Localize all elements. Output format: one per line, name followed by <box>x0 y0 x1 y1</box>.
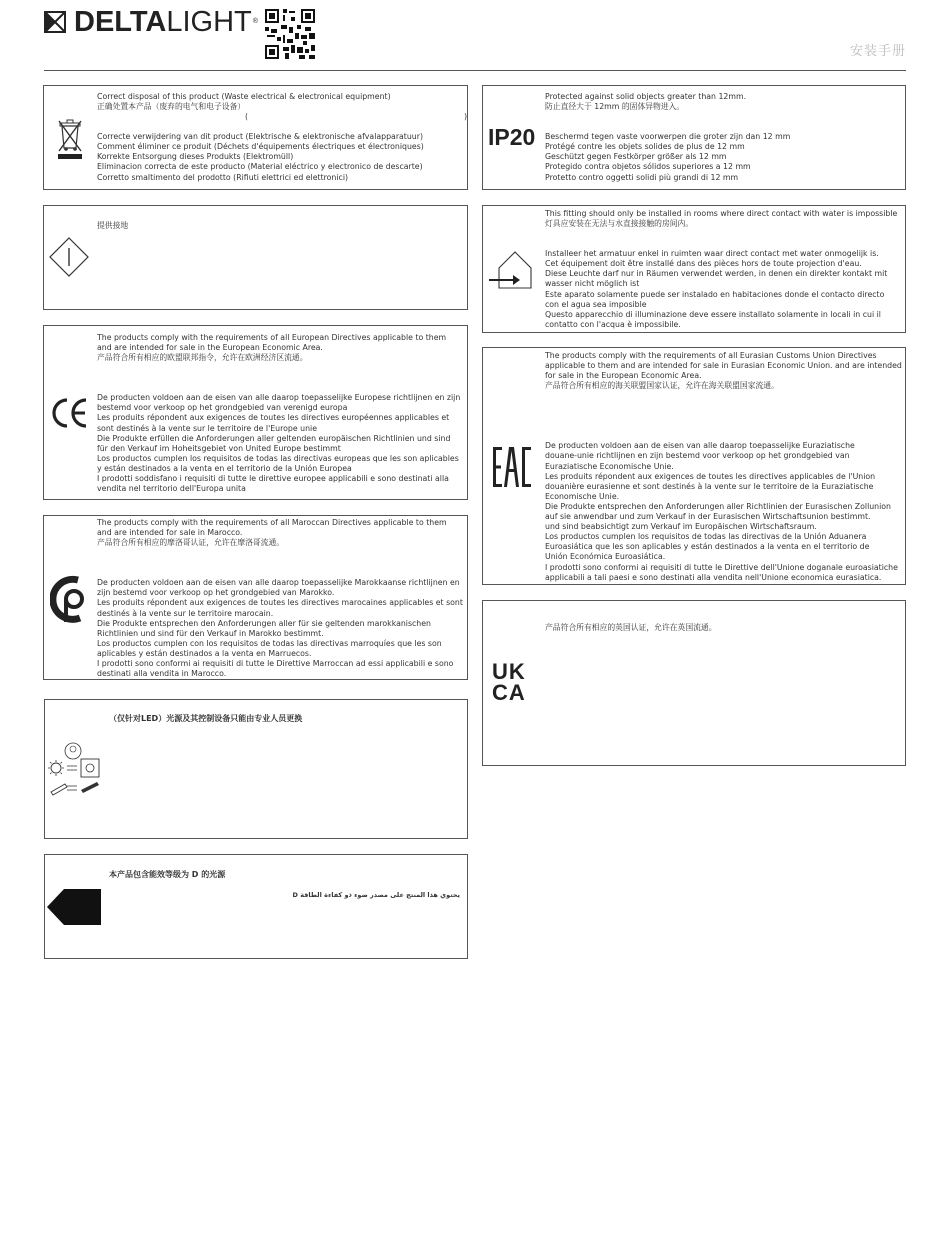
indoor-line: Diese Leuchte darf nur in Räumen verwendet werden, in denen ein direkter kontakt mit <box>545 269 888 279</box>
weee-line: Corretto smaltimento del prodotto (Rifiuti elettrici ed elettronici) <box>97 172 349 182</box>
morocco-line: destinati alla vendita in Marocco. <box>97 669 227 679</box>
morocco-section <box>43 515 468 680</box>
ce-line: für den Verkauf im Hoheitsgebiet von United Europe bestimmt <box>97 443 341 453</box>
indoor-line: This fitting should only be installed in rooms where direct contact with water is impossible <box>545 209 898 218</box>
indoor-line: Este aparato solamente puede ser instalado en habitaciones donde el contacto directo <box>545 289 885 299</box>
morocco-line: and are intended for sale in Marocco. <box>97 528 243 538</box>
weee-line: Comment éliminer ce produit (Déchets d'équipements électriques et électroniques) <box>97 142 424 152</box>
morocco-line: 产品符合所有相应的摩洛哥认证，允许在摩洛哥流通。 <box>97 538 285 548</box>
morocco-line: aplicables y están destinados a la venta en Marruecos. <box>97 648 312 658</box>
indoor-line: wasser nicht möglich ist <box>545 279 640 289</box>
ce-line: and are intended for sale in the European Economic Area. <box>97 343 323 353</box>
eac-section <box>482 347 906 585</box>
led-line: （仅针对LED）光源及其控制设备只能由专业人员更换 <box>109 714 303 723</box>
ip20-section <box>482 85 906 190</box>
eac-mark-icon <box>492 447 532 487</box>
ip20-line: Beschermd tegen vaste voorwerpen die groter zijn dan 12 mm <box>545 132 791 142</box>
ip20-line: Protegido contra objetos sólidos superiores a 12 mm <box>545 162 751 172</box>
energy-line-arabic: يحتوي هذا المنتج على مصدر ضوء ذو كفاءة الطاقة D <box>292 891 460 899</box>
weee-line: Correcte verwijdering van dit product (Elektrische & elektronische afvalapparatuur) <box>97 132 423 142</box>
weee-line: Korrekte Entsorgung dieses Produkts (Elektromüll) <box>97 152 294 162</box>
eac-line: 产品符合所有相应的海关联盟国家认证，允许在海关联盟国家流通。 <box>545 381 779 391</box>
crossed-bin-icon <box>56 118 84 160</box>
ce-line: 产品符合所有相应的欧盟联邦指令，允许在欧洲经济区流通。 <box>97 353 308 363</box>
eac-line: De producten voldoen aan de eisen van alle daarop toepasselijke Euraziatische <box>545 441 855 451</box>
eac-line: I prodotti sono conformi ai requisiti di tutte le Direttive dell'Unione doganale euroasiatiche <box>545 562 898 572</box>
ce-line: The products comply with the requirements of all European Directives applicable to them <box>97 333 447 342</box>
ce-section <box>43 325 468 500</box>
ip20-line: 防止直径大于 12mm 的固体异物进入。 <box>545 102 685 112</box>
class-one-earth-icon <box>48 236 90 278</box>
ip20-line: Protected against solid objects greater than 12mm. <box>545 92 747 101</box>
eac-line: auf sie anwendbar und zum Verkauf in der Eurasischen Wirtschaftsunion bestimmt. <box>545 512 871 522</box>
weee-line: 正确处置本产品（废弃的电气和电子设备） <box>97 102 246 112</box>
morocco-line: zijn bestemd voor verkoop op het grondgebied van Marokko. <box>97 588 335 598</box>
earth-line: 提供接地 <box>97 221 129 230</box>
eac-line: Les produits répondent aux exigences de toutes les directives applicables de l'Union <box>545 471 876 481</box>
indoor-house-icon <box>487 248 535 292</box>
morocco-line: De producten voldoen aan de eisen van alle daarop toepasselijke Marokkaanse richtlijnen en <box>97 578 460 588</box>
ce-line: y están destinados a la venta en el territorio de la Unión Europea <box>97 463 352 473</box>
morocco-line: The products comply with the requirements of all Maroccan Directives applicable to them <box>97 518 447 527</box>
eac-line: The products comply with the requirements of all Eurasian Customs Union Directives <box>545 351 877 360</box>
indoor-line: contatto con l'acqua è impossibile. <box>545 319 681 329</box>
eac-line: und sind beabsichtigt zum Verkauf im Europäischen Wirtschaftsraum. <box>545 522 817 532</box>
cmim-mark-icon <box>50 574 90 626</box>
eac-line: Euraziatische Economische Unie. <box>545 461 674 471</box>
energy-line: 本产品包含能效等级为 D 的光源 <box>109 870 226 879</box>
energy-class-arrow-icon <box>47 889 101 925</box>
eac-line: Los productos cumplen los requisitos de todas las directivas de la Unión Aduanera <box>545 532 867 542</box>
morocco-line: Les produits répondent aux exigences de toutes les directives marocaines applicables et sont <box>97 598 463 608</box>
eac-line: Die Produkte entsprechen den Anforderungen aller Richtlinien der Eurasischen Zollunion <box>545 501 892 511</box>
weee-section <box>43 85 468 190</box>
weee-paren-open: ( <box>245 112 249 122</box>
ce-line: vendita nel territorio dell'Europa unita <box>97 484 246 494</box>
morocco-line: Die Produkte entsprechen den Anforderungen aller für sie geltenden marokkanischen <box>97 618 431 628</box>
ce-line: Les produits répondent aux exigences de toutes les directives européennes applicables et <box>97 413 450 423</box>
professional-replacement-icon <box>47 742 101 798</box>
header-divider <box>44 70 906 71</box>
ce-line: De producten voldoen aan de eisen van alle daarop toepasselijke Europese richtlijnen en zijn <box>97 393 461 403</box>
eac-line: douanière eurasienne et sont destinés à la vente sur le territoire de la Euraziatische <box>545 481 874 491</box>
ip20-label: IP20 <box>488 124 536 150</box>
ukca-mark-top: UK <box>492 659 526 684</box>
ukca-mark-bottom: CA <box>492 680 526 705</box>
ce-line: sont destinés à la vente sur le territoire de l'Europe unie <box>97 423 317 433</box>
indoor-line: con el agua sea imposible <box>545 299 647 309</box>
morocco-line: I prodotti sono conformi ai requisiti di tutte le Direttive Marroccan ad essi applicabili e sono <box>97 659 454 669</box>
qr-code-icon <box>265 9 315 59</box>
weee-paren-close: ) <box>464 112 468 122</box>
eac-line: applicabili a tali paesi e sono destinati alla vendita nell'Unione economica eurasiatica. <box>545 572 882 582</box>
ukca-line: 产品符合所有相应的英国认证，允许在英国流通。 <box>545 623 717 632</box>
ip20-line: Geschützt gegen Festkörper größer als 12 mm <box>545 152 727 162</box>
ce-line: bestemd voor verkoop op het grondgebied van verenigd europa <box>97 403 348 413</box>
led-replacement-section <box>44 699 468 839</box>
indoor-line: Questo apparecchio di illuminazione deve essere installato solamente in locali in cui il <box>545 309 881 319</box>
ce-line: Die Produkte erfüllen die Anforderungen aller geltenden europäischen Richtlinien und sind <box>97 433 451 443</box>
brand-wordmark: DELTALIGHT® <box>74 6 258 38</box>
morocco-line: Richtlinien und sind für den Verkauf in Marokko bestimmt. <box>97 628 324 638</box>
morocco-line: Los productos cumplen con los requisitos de todas las directivas marroquíes que les son <box>97 638 442 648</box>
eac-line: Unión Económica Euroasiática. <box>545 552 666 562</box>
document-title: 安装手册 <box>849 44 906 59</box>
weee-line: Correct disposal of this product (Waste electrical & electronical equipment) <box>97 92 391 101</box>
ce-line: I prodotti soddisfano i requisiti di tutte le direttive europee applicabili e sono destinati alla <box>97 474 449 484</box>
indoor-line: 灯具应安装在无法与水直接接触的房间内。 <box>545 219 694 229</box>
indoor-line: Installeer het armatuur enkel in ruimten waar direct contact met water onmogelijk is. <box>545 249 879 259</box>
ukca-mark-icon <box>492 661 526 703</box>
brand-logo <box>44 8 258 36</box>
weee-line: Eliminacion correcta de este producto (Material eléctrico y electronico de descarte) <box>97 162 423 172</box>
morocco-line: destinés à la vente sur le territoire marocain. <box>97 608 274 618</box>
ip20-line: Protégé contre les objets solides de plus de 12 mm <box>545 142 745 152</box>
earth-section <box>43 205 468 310</box>
ip20-line: Protetto contro oggetti solidi più grandi di 12 mm <box>545 172 739 182</box>
logo-mark-icon <box>44 11 66 33</box>
indoor-use-section <box>482 205 906 333</box>
eac-line: applicable to them and are intended for sale in Eurasian Economic Union. and are intended <box>545 361 902 371</box>
ce-line: Los productos cumplen los requisitos de todas las directivas europeas que les son aplicables <box>97 453 459 463</box>
energy-class-section <box>44 854 468 959</box>
eac-line: Economische Unie. <box>545 491 620 501</box>
eac-line: for sale in the European Economic Area. <box>545 371 702 381</box>
ce-mark-icon <box>49 396 89 430</box>
eac-line: douane-unie richtlijnen en zijn bestemd voor verkoop op het grondgebied van <box>545 451 850 461</box>
indoor-line: Cet équipement doit être installé dans des pièces hors de toute projection d'eau. <box>545 259 862 269</box>
eac-line: Euroasiática que les son aplicables y están destinados a la venta en el territorio de <box>545 542 870 552</box>
ukca-section <box>482 600 906 766</box>
